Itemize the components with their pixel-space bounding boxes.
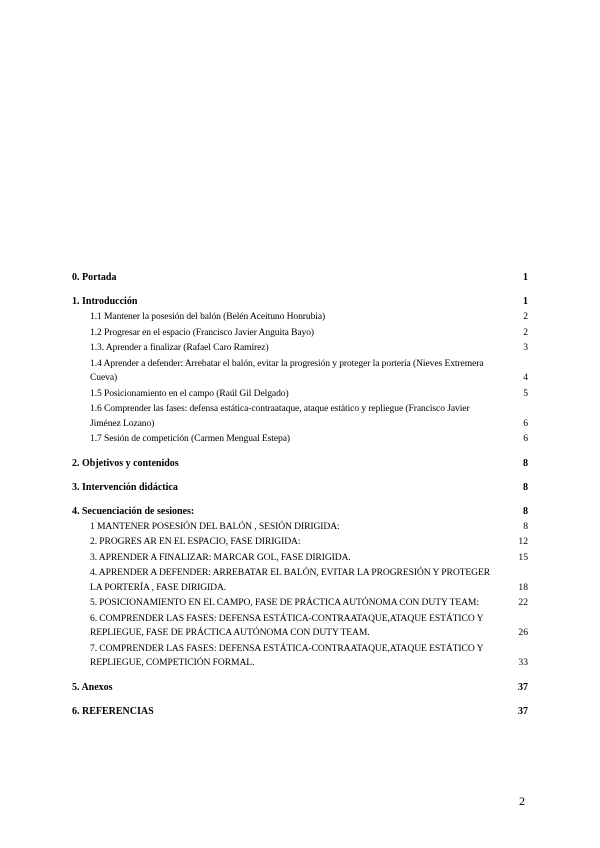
toc-subsection-entry[interactable] [72,341,528,356]
toc-entry-title: 2. Objetivos y contenidos [72,457,179,469]
toc-entry-title: 3. Intervención didáctica [72,481,178,493]
toc-entry-title: 2. PROGRES AR EN EL ESPACIO, FASE DIRIGIDA: [90,536,301,547]
toc-section-entry[interactable] [72,480,528,495]
toc-entry-page: 1 [523,296,528,307]
toc-entry-page: 5 [523,387,528,399]
toc-entry-title: 5. POSICIONAMIENTO EN EL CAMPO, FASE DE PRÁCTICA AUTÓNOMA CON DUTY TEAM: [90,597,479,608]
toc-subsection-entry[interactable] [72,596,528,611]
toc-entry-title: 1.6 Comprender las fases: defensa estática-contraataque, ataque estático y repliegue (Francisco Javier Jiménez Lozano) [90,403,470,429]
toc-entry-title: 7. COMPRENDER LAS FASES: DEFENSA ESTÁTICA-CONTRAATAQUE,ATAQUE ESTÁTICO Y REPLIEGUE, COMPETICIÓN FORMAL. [90,642,484,668]
toc-section-entry[interactable] [72,270,528,285]
toc-subsection-entry[interactable] [72,432,528,447]
toc-entry-title: 6. REFERENCIAS [72,705,154,717]
toc-entry-page: 26 [518,627,528,638]
toc-entry-title: 1.3. Aprender a finalizar (Rafael Caro Ramírez) [90,342,269,353]
toc-subsection-entry[interactable] [72,612,528,641]
toc-entry-page: 1 [523,272,528,283]
toc-entry-page: 15 [518,551,528,563]
toc-entry-title: 1.7 Sesión de competición (Carmen Mengual Estepa) [90,433,290,444]
page-number: 2 [519,794,525,808]
toc-subsection-entry[interactable] [72,387,528,402]
toc-entry-page: 8 [523,481,528,493]
toc-subsection-entry[interactable] [72,535,528,550]
toc-entry-page: 37 [518,681,528,693]
toc-entry-page: 22 [518,597,528,608]
toc-entry-title: 5. Anexos [72,681,113,693]
toc-section-entry[interactable] [72,456,528,471]
toc-entry-page: 2 [523,311,528,322]
toc-subsection-entry[interactable] [72,357,528,386]
toc-entry-title: 3. APRENDER A FINALIZAR: MARCAR GOL, FASE DIRIGIDA. [90,551,351,563]
toc-section-entry[interactable] [72,294,528,309]
toc-subsection-entry[interactable] [72,566,528,595]
toc-entry-page: 4 [523,372,528,383]
toc-entry-page: 8 [523,457,528,469]
toc-entry-page: 8 [523,520,528,532]
toc-entry-title: 6. COMPRENDER LAS FASES: DEFENSA ESTÁTICA-CONTRAATAQUE,ATAQUE ESTÁTICO Y REPLIEGUE, FASE DE PRÁCTICA AUTÓNOMA CON DUTY TEAM. [90,612,484,638]
toc-entry-title: 0. Portada [72,272,117,283]
toc-entry-title: 1. Introducción [72,296,138,307]
toc-entry-title: 1.2 Progresar en el espacio (Francisco Javier Anguita Bayo) [90,326,315,338]
toc-entry-page: 8 [523,505,528,517]
toc-entry-page: 18 [518,581,528,593]
table-of-contents [72,270,528,719]
toc-subsection-entry[interactable] [72,310,528,325]
toc-entry-page: 33 [518,657,528,668]
toc-entry-page: 6 [523,417,528,429]
toc-entry-title: 4. APRENDER A DEFENDER: ARREBATAR EL BALÓN, EVITAR LA PROGRESIÓN Y PROTEGER LA PORTERÍA , FASE DIRIGIDA. [90,567,491,593]
toc-entry-page: 37 [518,705,528,717]
toc-subsection-entry[interactable] [72,520,528,535]
toc-subsection-entry[interactable] [72,551,528,566]
toc-entry-title: 1.4 Aprender a defender: Arrebatar el balón, evitar la progresión y proteger la portería (Nieves Extremera Cueva) [90,357,484,383]
toc-entry-title: 1 MANTENER POSESIÓN DEL BALÓN , SESIÓN DIRIGIDA: [90,520,340,532]
toc-subsection-entry[interactable] [72,326,528,341]
toc-section-entry[interactable] [72,704,528,719]
toc-entry-title: 1.1 Mantener la posesión del balón (Belén Aceituno Honrubia) [90,311,326,322]
toc-entry-title: 1.5 Posicionamiento en el campo (Raúl Gil Delgado) [90,387,289,399]
toc-subsection-entry[interactable] [72,402,528,431]
toc-entry-page: 12 [518,536,528,547]
toc-section-entry[interactable] [72,504,528,519]
toc-entry-page: 3 [523,342,528,353]
toc-section-entry[interactable] [72,680,528,695]
toc-entry-page: 2 [523,326,528,338]
toc-entry-page: 6 [523,433,528,444]
toc-entry-title: 4. Secuenciación de sesiones: [72,505,195,517]
toc-subsection-entry[interactable] [72,642,528,671]
